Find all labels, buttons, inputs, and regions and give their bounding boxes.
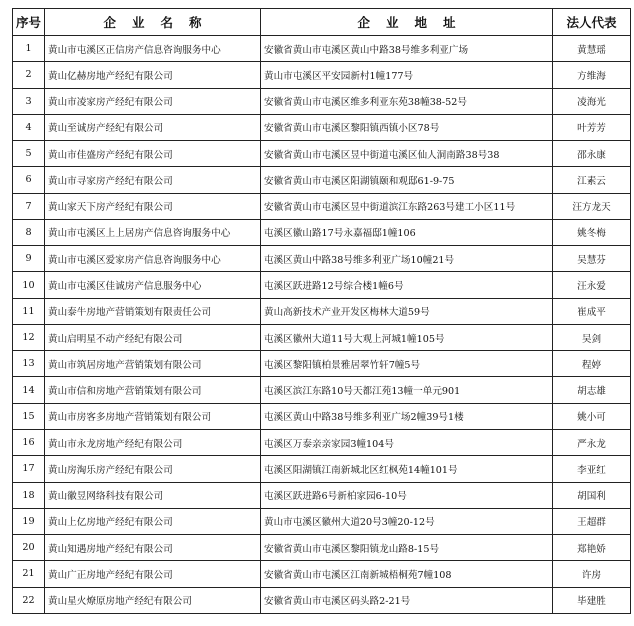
serial-number-cell: 12 (13, 324, 45, 350)
company-address-cell: 黄山市屯溪区平安园新村1幢177号 (261, 62, 553, 88)
company-address-cell: 安徽省黄山市屯溪区码头路2-21号 (261, 587, 553, 613)
legal-representative-cell: 汪方龙天 (553, 193, 631, 219)
table-row (13, 193, 631, 219)
header-legal-representative: 法人代表 (553, 9, 631, 36)
company-address-cell: 屯溪区黄山中路38号维多利亚广场10幢21号 (261, 246, 553, 272)
table-row (13, 351, 631, 377)
company-address-cell: 安徽省黄山市屯溪区维多利亚东苑38幢38-52号 (261, 88, 553, 114)
serial-number-cell: 13 (13, 351, 45, 377)
legal-representative-cell: 严永龙 (553, 429, 631, 455)
serial-number-cell: 9 (13, 246, 45, 272)
table-row (13, 324, 631, 350)
serial-number-cell: 4 (13, 114, 45, 140)
table-row (13, 88, 631, 114)
table-row (13, 114, 631, 140)
company-name-cell: 黄山泰牛房地产营销策划有限责任公司 (45, 298, 261, 324)
legal-representative-cell: 胡国利 (553, 482, 631, 508)
company-name-cell: 黄山房淘乐房产经纪有限公司 (45, 456, 261, 482)
company-name-cell: 黄山市寻家房产经纪有限公司 (45, 167, 261, 193)
table-row (13, 141, 631, 167)
legal-representative-cell: 郑艳娇 (553, 535, 631, 561)
serial-number-cell: 6 (13, 167, 45, 193)
table-row (13, 429, 631, 455)
legal-representative-cell: 凌海光 (553, 88, 631, 114)
table-row (13, 62, 631, 88)
table-row (13, 298, 631, 324)
company-address-cell: 黄山市屯溪区徽州大道20号3幢20-12号 (261, 508, 553, 534)
company-address-cell: 屯溪区滨江东路10号天都江苑13幢一单元901 (261, 377, 553, 403)
company-name-cell: 黄山市屯溪区正信房产信息咨询服务中心 (45, 36, 261, 62)
company-address-cell: 安徽省黄山市屯溪区阳湖镇颐和观邸61-9-75 (261, 167, 553, 193)
serial-number-cell: 21 (13, 561, 45, 587)
legal-representative-cell: 许房 (553, 561, 631, 587)
company-name-cell: 黄山市凌家房产经纪有限公司 (45, 88, 261, 114)
legal-representative-cell: 方维海 (553, 62, 631, 88)
table-row (13, 456, 631, 482)
serial-number-cell: 22 (13, 587, 45, 613)
company-address-cell: 屯溪区徽山路17号永嘉福邸1幢106 (261, 219, 553, 245)
legal-representative-cell: 崔成平 (553, 298, 631, 324)
company-address-cell: 屯溪区徽州大道11号大观上河城1幢105号 (261, 324, 553, 350)
legal-representative-cell: 江素云 (553, 167, 631, 193)
company-address-cell: 安徽省黄山市屯溪区昱中街道屯溪区仙人洞南路38号38 (261, 141, 553, 167)
legal-representative-cell: 王超群 (553, 508, 631, 534)
legal-representative-cell: 吴剑 (553, 324, 631, 350)
legal-representative-cell: 邵永康 (553, 141, 631, 167)
table-header (13, 9, 631, 36)
serial-number-cell: 17 (13, 456, 45, 482)
legal-representative-cell: 黄慧瑶 (553, 36, 631, 62)
company-name-cell: 黄山上亿房地产经纪有限公司 (45, 508, 261, 534)
table-row (13, 272, 631, 298)
serial-number-cell: 20 (13, 535, 45, 561)
serial-number-cell: 11 (13, 298, 45, 324)
table-row (13, 482, 631, 508)
company-name-cell: 黄山亿赫房地产经纪有限公司 (45, 62, 261, 88)
company-name-cell: 黄山市佳盛房产经纪有限公司 (45, 141, 261, 167)
serial-number-cell: 7 (13, 193, 45, 219)
company-address-cell: 屯溪区黎阳镇柏景雅居翠竹轩7幢5号 (261, 351, 553, 377)
table-row (13, 535, 631, 561)
company-name-cell: 黄山市信和房地产营销策划有限公司 (45, 377, 261, 403)
company-name-cell: 黄山广正房地产经纪有限公司 (45, 561, 261, 587)
serial-number-cell: 15 (13, 403, 45, 429)
company-name-cell: 黄山家天下房产经纪有限公司 (45, 193, 261, 219)
header-company-address: 企业地址 (261, 9, 553, 36)
header-row (13, 9, 631, 36)
table-row (13, 377, 631, 403)
table-row (13, 403, 631, 429)
company-address-cell: 安徽省黄山市屯溪区昱中街道滨江东路263号建工小区11号 (261, 193, 553, 219)
table-row (13, 508, 631, 534)
company-name-cell: 黄山市屯溪区爱家房产信息咨询服务中心 (45, 246, 261, 272)
company-address-cell: 屯溪区黄山中路38号维多利亚广场2幢39号1楼 (261, 403, 553, 429)
table-row (13, 36, 631, 62)
legal-representative-cell: 叶芳芳 (553, 114, 631, 140)
header-company-name: 企业名称 (45, 9, 261, 36)
company-name-cell: 黄山星火燎原房地产经纪有限公司 (45, 587, 261, 613)
legal-representative-cell: 李亚红 (553, 456, 631, 482)
table-row (13, 561, 631, 587)
company-name-cell: 黄山至诚房产经纪有限公司 (45, 114, 261, 140)
serial-number-cell: 1 (13, 36, 45, 62)
company-name-cell: 黄山市房客多房地产营销策划有限公司 (45, 403, 261, 429)
serial-number-cell: 16 (13, 429, 45, 455)
legal-representative-cell: 姚小可 (553, 403, 631, 429)
company-address-cell: 屯溪区跃进路6号新柏家园6-10号 (261, 482, 553, 508)
legal-representative-cell: 吴慧芬 (553, 246, 631, 272)
serial-number-cell: 8 (13, 219, 45, 245)
serial-number-cell: 2 (13, 62, 45, 88)
company-address-cell: 屯溪区阳湖镇江南新城北区红枫苑14幢101号 (261, 456, 553, 482)
serial-number-cell: 19 (13, 508, 45, 534)
company-address-cell: 安徽省黄山市屯溪区黄山中路38号维多利亚广场 (261, 36, 553, 62)
company-address-cell: 安徽省黄山市屯溪区黎阳镇龙山路8-15号 (261, 535, 553, 561)
enterprise-registry-table (12, 8, 631, 614)
table-row (13, 219, 631, 245)
company-address-cell: 屯溪区万泰亲亲家园3幢104号 (261, 429, 553, 455)
header-serial-number: 序号 (13, 9, 45, 36)
company-address-cell: 安徽省黄山市屯溪区江南新城梧桐苑7幢108 (261, 561, 553, 587)
company-address-cell: 屯溪区跃进路12号综合楼1幢6号 (261, 272, 553, 298)
serial-number-cell: 10 (13, 272, 45, 298)
company-name-cell: 黄山市屯溪区上上居房产信息咨询服务中心 (45, 219, 261, 245)
serial-number-cell: 18 (13, 482, 45, 508)
serial-number-cell: 14 (13, 377, 45, 403)
table-row (13, 587, 631, 613)
serial-number-cell: 3 (13, 88, 45, 114)
legal-representative-cell: 程婷 (553, 351, 631, 377)
table-row (13, 246, 631, 272)
legal-representative-cell: 姚冬梅 (553, 219, 631, 245)
legal-representative-cell: 汪永爱 (553, 272, 631, 298)
company-name-cell: 黄山徽昱网络科技有限公司 (45, 482, 261, 508)
serial-number-cell: 5 (13, 141, 45, 167)
company-name-cell: 黄山市屯溪区佳诚房产信息服务中心 (45, 272, 261, 298)
company-address-cell: 安徽省黄山市屯溪区黎阳镇西镇小区78号 (261, 114, 553, 140)
company-name-cell: 黄山市筑居房地产营销策划有限公司 (45, 351, 261, 377)
company-name-cell: 黄山启明星不动产经纪有限公司 (45, 324, 261, 350)
table-body (13, 36, 631, 614)
table-row (13, 167, 631, 193)
company-name-cell: 黄山市永龙房地产经纪有限公司 (45, 429, 261, 455)
company-address-cell: 黄山高新技术产业开发区梅林大道59号 (261, 298, 553, 324)
legal-representative-cell: 毕建胜 (553, 587, 631, 613)
legal-representative-cell: 胡志雄 (553, 377, 631, 403)
company-name-cell: 黄山知遇房地产经纪有限公司 (45, 535, 261, 561)
